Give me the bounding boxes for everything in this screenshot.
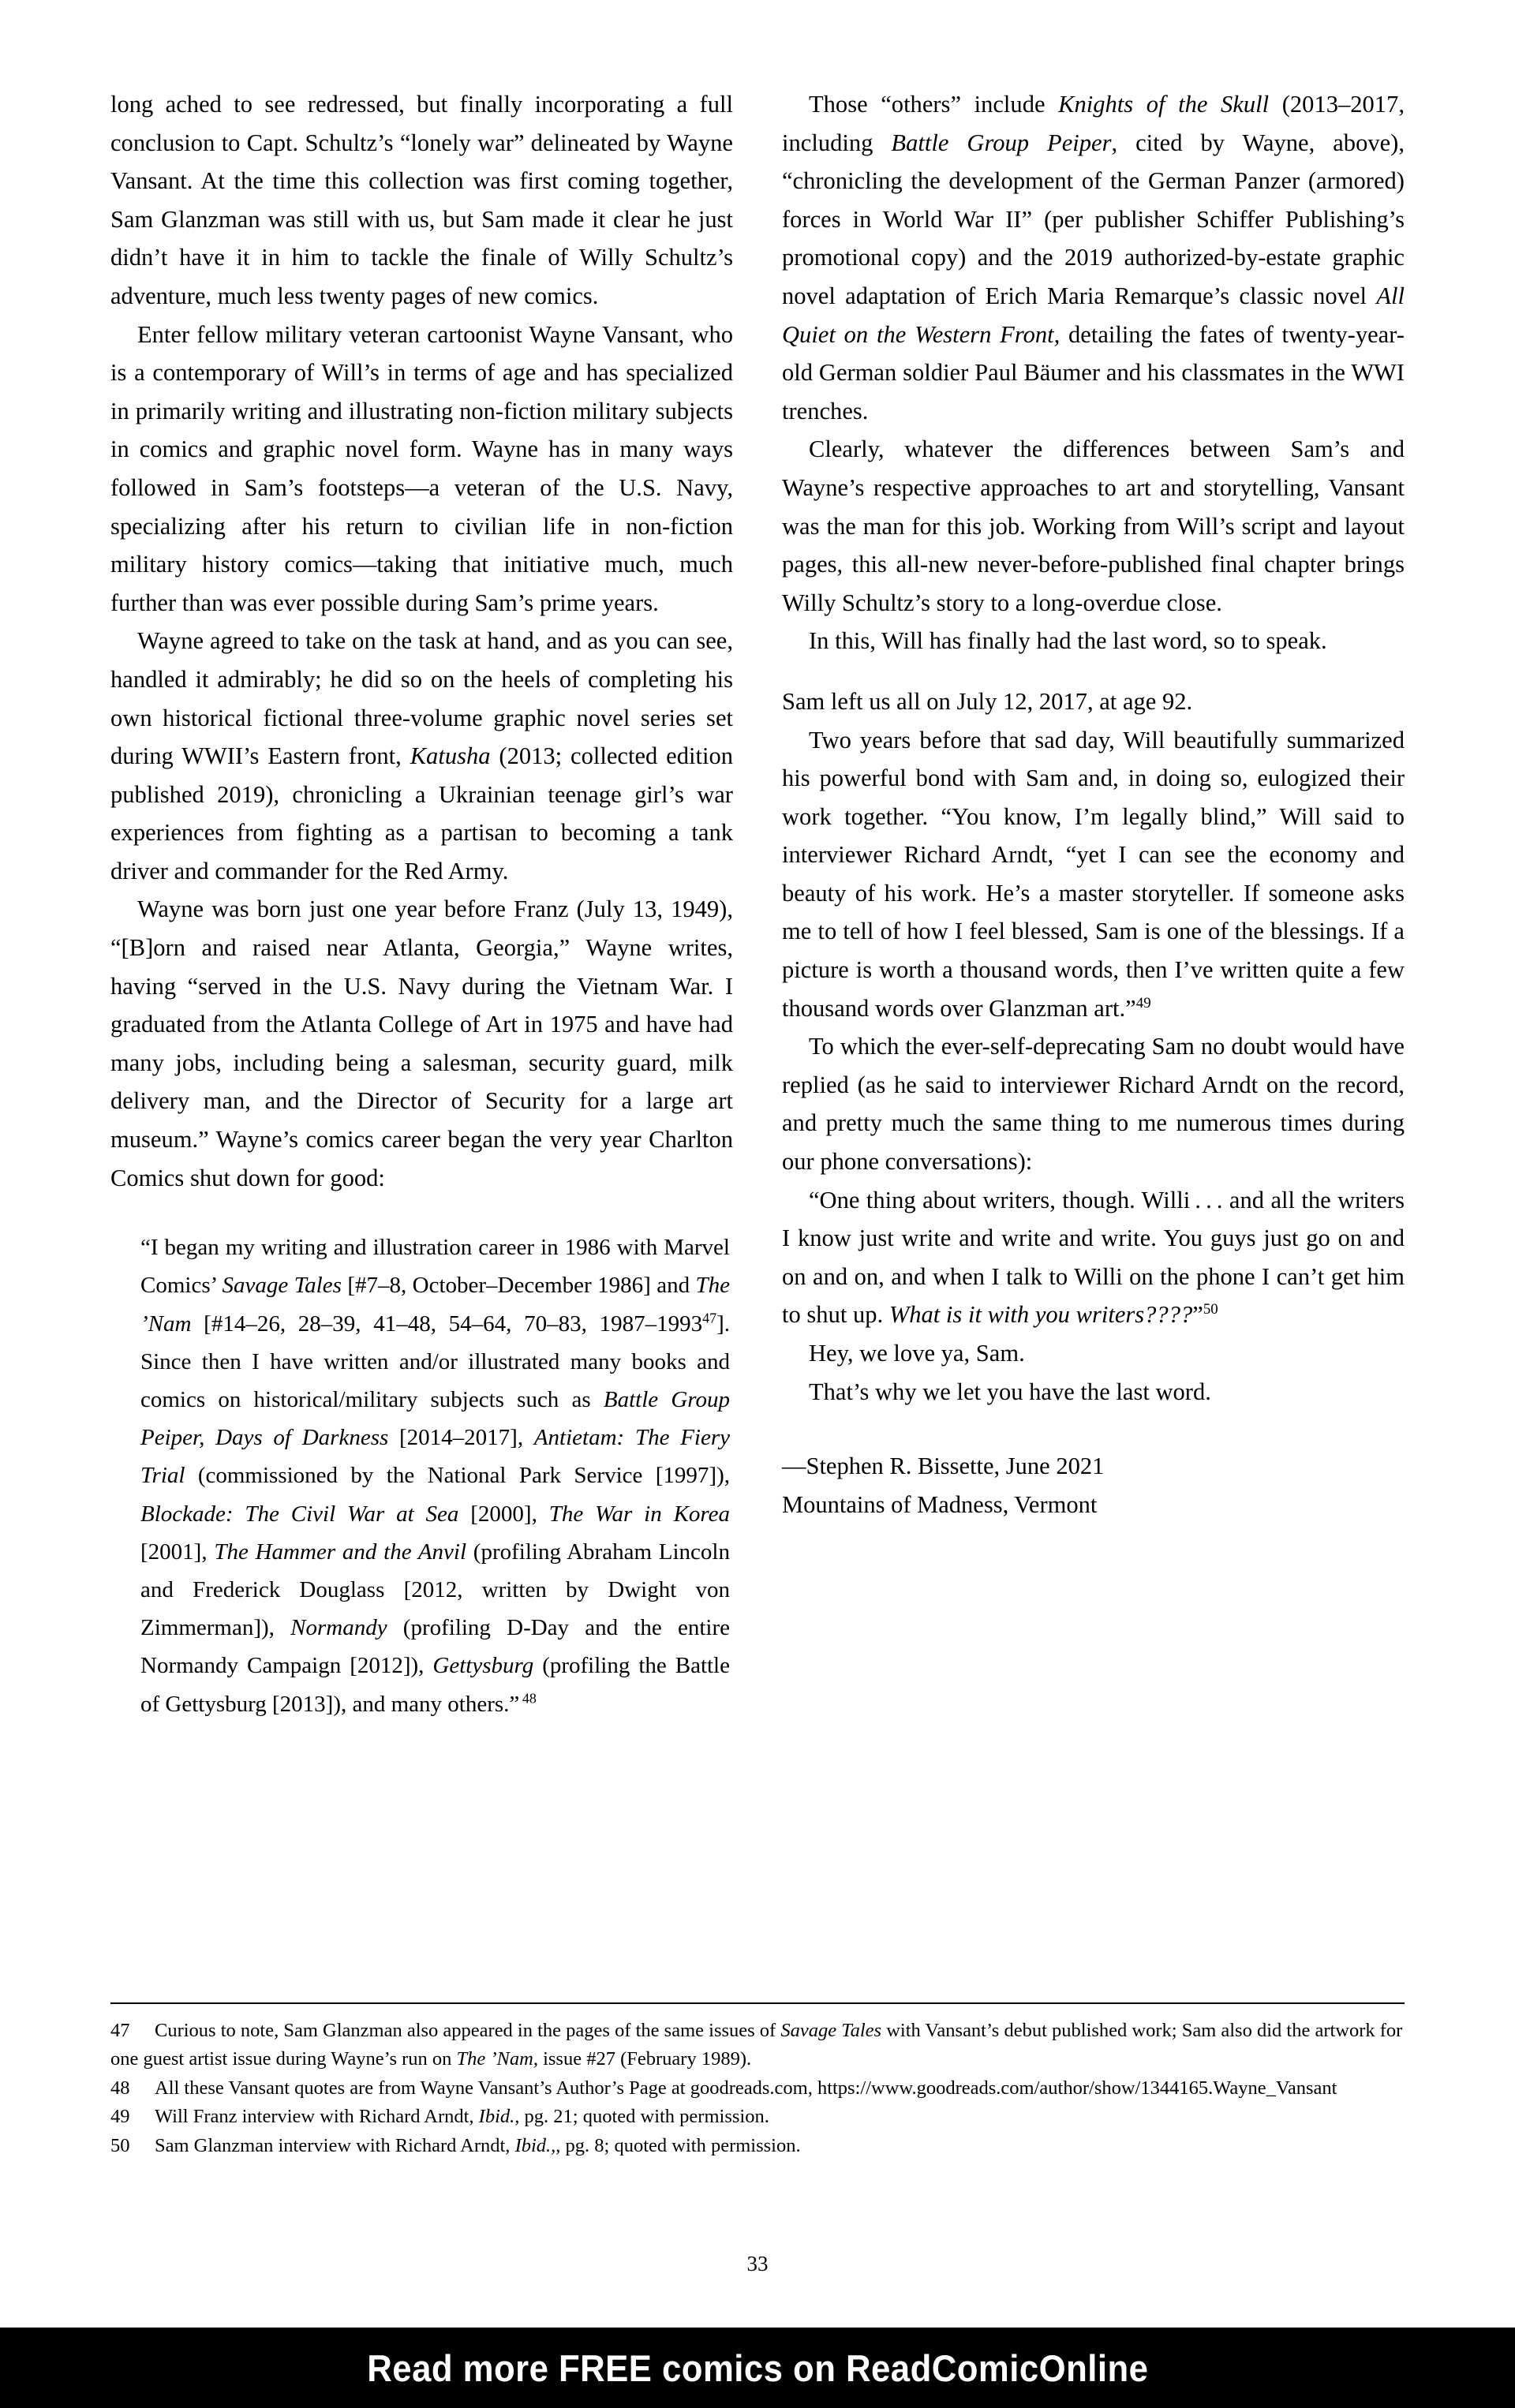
footnote-marker: 49 xyxy=(1135,994,1151,1011)
block-quote-text: “I began my writing and illustration career in 1986 with Marvel Comics’ Savage Tales [#7–8, October–December 1986] and The ’Nam [#14–26, 28–39, 41–48, 54–64, 70–83, 1987–1993$^{47}$]. Since then I have written and/or illustrated many books and comics on historical/military subjects such as Battle Group Peiper, Days of Darkness [2014–2017], Antietam: The Fiery Trial (commissioned by the National Park Service [1997]), Blockade: The Civil War at Sea [2000], The War in Korea [2001], The Hammer and the Anvil (profiling Abraham Lincoln and Frederick Douglass [2012, written by Dwight von Zimmerman]), Normandy (profiling D-Day and the entire Normandy Campaign [2012]), Gettysburg (profiling the Battle of Gettysburg [2013]), and many others.” $^{48}$ xyxy=(140,1235,731,1717)
page-body xyxy=(110,85,1405,1723)
italic-run: Battle Group Peiper, Days of Darkness xyxy=(140,1387,730,1451)
footnote-marker: 47 xyxy=(702,1309,717,1326)
italic-run: Ibid., xyxy=(478,2106,520,2128)
block-quote-vansant xyxy=(110,1228,733,1723)
italic-run: What is it with you writers???? xyxy=(888,1301,1193,1329)
italic-run: Katusha xyxy=(410,742,491,770)
promo-banner-text: Read more FREE comics on ReadComicOnline xyxy=(366,2346,1149,2389)
left-column xyxy=(110,85,733,1723)
footnote-number: 50 xyxy=(110,2134,130,2156)
paragraph: Wayne agreed to take on the task at hand, and as you can see, handled it admirably; he did so on the heels of completing his own historical fictional three-volume graphic novel series set during WWII’s Eastern front, Katusha (2013; collected edition published 2019), chronicling a Ukrainian teenage girl’s war experiences from fighting as a partisan to becoming a tank driver and commander for the Red Army. xyxy=(110,627,733,884)
italic-run: Antietam: The Fiery Trial xyxy=(140,1425,730,1489)
paragraph: Hey, we love ya, Sam. xyxy=(809,1340,1025,1367)
paragraph: Clearly, whatever the differences between Sam’s and Wayne’s respective approaches to art and storytelling, Vansant was the man for this job. Working from Will’s script and layout pages, this all-new never-before-published final chapter brings Willy Schultz’s story to a long-overdue close. xyxy=(782,436,1405,616)
footnote-item: 50 Sam Glanzman interview with Richard Arndt, Ibid.,, pg. 8; quoted with permission. xyxy=(110,2132,1405,2160)
footnote-separator-rule xyxy=(110,2002,1405,2004)
paragraph: Two years before that sad day, Will beautifully summarized his powerful bond with Sam and, in doing so, eulogized their work together. “You know, I’m legally blind,” Will said to interviewer Richard Arndt, “yet I can see the economy and beauty of his work. He’s a master storyteller. If someone asks me to tell of how I feel blessed, Sam is one of the blessings. If a picture is worth a thousand words, then I’ve written quite a few thousand words over Glanzman art.”$^{49}$ xyxy=(782,726,1405,1022)
left-column-paragraphs xyxy=(110,85,733,1197)
footnote-marker: 50 xyxy=(1203,1301,1218,1318)
italic-run: All Quiet on the Western Front, xyxy=(782,282,1405,348)
paragraph: To which the ever-self-deprecating Sam no doubt would have replied (as he said to interviewer Richard Arndt on the record, and pretty much the same thing to me numerous times during our phone conversations): xyxy=(782,1033,1405,1176)
footnote-item: 48 All these Vansant quotes are from Wayne Vansant’s Author’s Page at goodreads.com, https://www.goodreads.com/author/show/1344165.Wayne_Vansant xyxy=(110,2074,1405,2103)
footnote-item: 47 Curious to note, Sam Glanzman also appeared in the pages of the same issues of Savage Tales with Vansant’s debut published work; Sam also did the artwork for one guest artist issue during Wayne’s run on The ’Nam, issue #27 (February 1989). xyxy=(110,2017,1405,2074)
footnote-number: 48 xyxy=(110,2077,130,2099)
paragraph: Enter fellow military veteran cartoonist Wayne Vansant, who is a contemporary of Will’s in terms of age and has specialized in primarily writing and illustrating non-fiction military subjects in comics and graphic novel form. Wayne has in many ways followed in Sam’s footsteps—a veteran of the U.S. Navy, specializing after his return to civilian life in non-fiction military history comics—taking that initiative much, much further than was ever possible during Sam’s prime years. xyxy=(110,320,733,616)
italic-run: The Hammer and the Anvil xyxy=(214,1539,467,1565)
italic-run: Knights of the Skull xyxy=(1058,91,1270,118)
paragraph: Sam left us all on July 12, 2017, at age 92. xyxy=(782,687,1193,715)
right-column xyxy=(782,85,1405,1524)
paragraph: long ached to see redressed, but finally incorporating a full conclusion to Capt. Schultz’s “lonely war” delineated by Wayne Vansant. At the time this collection was first coming together, Sam Glanzman was still with us, but Sam made it clear he just didn’t have it in him to tackle the finale of Willy Schultz’s adventure, much less twenty pages of new comics. xyxy=(110,91,733,309)
paragraph: Those “others” include Knights of the Skull (2013–2017, including Battle Group Peiper, cited by Wayne, above), “chronicling the development of the German Panzer (armored) forces in World War II” (per publisher Schiffer Publishing’s promotional copy) and the 2019 authorized-by-estate graphic novel adaptation of Erich Maria Remarque’s classic novel All Quiet on the Western Front, detailing the fates of twenty-year-old German soldier Paul Bäumer and his classmates in the WWI trenches. xyxy=(782,91,1405,424)
signature-line-location: Mountains of Madness, Vermont xyxy=(782,1490,1098,1518)
page-number: 33 xyxy=(746,2252,769,2275)
italic-run: The ’Nam, xyxy=(456,2048,538,2070)
footnote-list xyxy=(110,2017,1405,2160)
footnote-number: 47 xyxy=(110,2020,130,2041)
italic-run: Battle Group Peiper xyxy=(891,129,1112,156)
footnote-number: 49 xyxy=(110,2106,130,2128)
italic-run: Gettysburg xyxy=(432,1653,534,1679)
paragraph: Wayne was born just one year before Franz (July 13, 1949), “[B]orn and raised near Atlanta, Georgia,” Wayne writes, having “served in the U.S. Navy during the Vietnam War. I graduated from the Atlanta College of Art in 1975 and have had many jobs, including being a salesman, security guard, milk delivery man, and the Director of Security for a large art museum.” Wayne’s comics career began the very year Charlton Comics shut down for good: xyxy=(110,896,733,1191)
italic-run: The War in Korea xyxy=(548,1501,731,1527)
italic-run: Savage Tales xyxy=(222,1273,342,1299)
footnote-marker: 48 xyxy=(519,1690,537,1706)
italic-run: Normandy xyxy=(290,1615,387,1641)
two-column-layout xyxy=(110,85,1405,1723)
promo-banner[interactable] xyxy=(0,2328,1515,2408)
italic-run: The ’Nam xyxy=(140,1273,730,1337)
paragraph: That’s why we let you have the last word. xyxy=(809,1378,1211,1405)
paragraph: In this, Will has finally had the last word, so to speak. xyxy=(809,627,1327,655)
author-signature xyxy=(782,1447,1405,1524)
italic-run: Savage Tales xyxy=(780,2020,882,2041)
right-column-paragraphs xyxy=(782,85,1405,1411)
footnote-item: 49 Will Franz interview with Richard Arndt, Ibid., pg. 21; quoted with permission. xyxy=(110,2103,1405,2131)
signature-line-author: —Stephen R. Bissette, June 2021 xyxy=(782,1453,1105,1480)
italic-run: Blockade: The Civil War at Sea xyxy=(140,1501,459,1527)
paragraph: “One thing about writers, though. Willi . . . and all the writers I know just write and write and write. You guys just go on and on and on, and when I talk to Willi on the phone I can’t get him to shut up. What is it with you writers????”$^{50}$ xyxy=(782,1186,1405,1329)
italic-run: Ibid., xyxy=(514,2134,556,2156)
footnotes-section xyxy=(110,2002,1405,2160)
